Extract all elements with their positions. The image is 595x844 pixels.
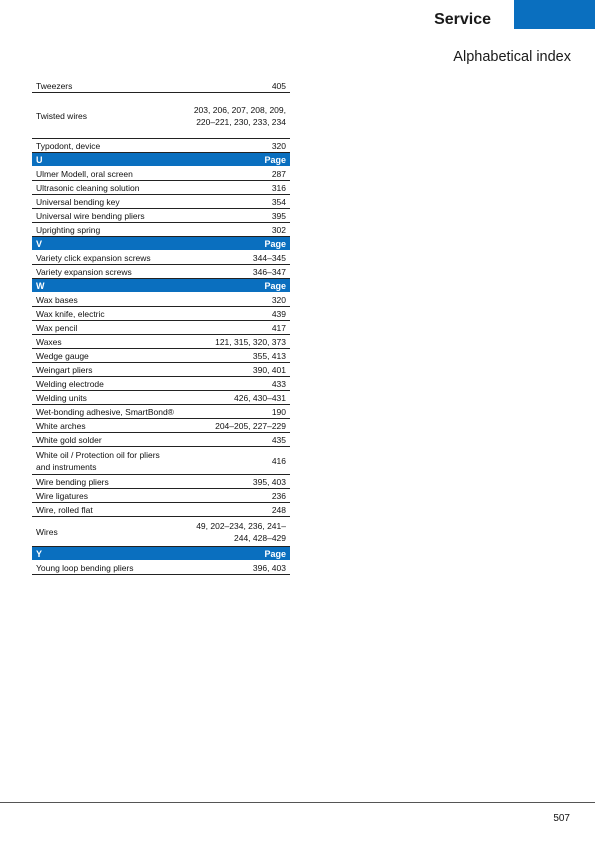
index-term: Wire ligatures <box>36 490 88 501</box>
index-pages: 49, 202–234, 236, 241–244, 428–429 <box>196 520 286 543</box>
index-pages: 395 <box>271 210 286 221</box>
letter-label: Y <box>36 548 43 559</box>
index-pages: 405 <box>271 80 286 91</box>
page-number: 507 <box>553 813 570 824</box>
index-term: Wire, rolled flat <box>36 504 93 515</box>
page-column-label: Page <box>264 280 286 291</box>
index-term: Wire bending pliers <box>36 476 109 487</box>
index-term: Twisted wires <box>36 110 88 121</box>
index-row <box>32 265 290 279</box>
index-pages: 355, 413 <box>252 350 286 361</box>
index-term: Wax knife, electric <box>36 308 105 319</box>
page-column-label: Page <box>264 154 286 165</box>
index-row <box>32 419 290 433</box>
letter-label: V <box>36 238 43 249</box>
index-row <box>32 363 290 377</box>
letter-header-w <box>32 279 290 293</box>
index-term: Waxes <box>36 336 62 347</box>
index-row <box>32 307 290 321</box>
index-row <box>32 433 290 447</box>
index-term: Welding electrode <box>36 378 104 389</box>
index-pages: 390, 401 <box>252 364 286 375</box>
index-row <box>32 391 290 405</box>
index-term: Wedge gauge <box>36 350 89 361</box>
page-subtitle: Alphabetical index <box>453 49 571 65</box>
index-row <box>32 349 290 363</box>
index-pages: 346–347 <box>252 266 286 277</box>
index-row <box>32 517 290 547</box>
index-row <box>32 223 290 237</box>
index-pages: 203, 206, 207, 208, 209, 220–221, 230, 233, 234 <box>193 104 286 127</box>
index-pages: 287 <box>271 168 286 179</box>
index-pages: 426, 430–431 <box>234 392 286 403</box>
index-row <box>32 209 290 223</box>
index-row <box>32 335 290 349</box>
index-pages: 344–345 <box>252 252 286 263</box>
index-row <box>32 79 290 93</box>
letter-header-u <box>32 153 290 167</box>
index-pages: 354 <box>271 196 286 207</box>
letter-label: U <box>36 154 43 165</box>
index-term: Typodont, device <box>36 140 101 151</box>
index-term: White oil / Protection oil for pliers and instruments <box>36 449 160 472</box>
letter-label: W <box>36 280 45 291</box>
index-row <box>32 321 290 335</box>
index-row <box>32 489 290 503</box>
index-row <box>32 251 290 265</box>
page-column-label: Page <box>264 548 286 559</box>
index-term: White gold solder <box>36 434 102 445</box>
index-row <box>32 503 290 517</box>
index-term: Universal wire bending pliers <box>36 210 145 221</box>
index-row <box>32 447 290 475</box>
index-term: Weingart pliers <box>36 364 93 375</box>
section-title: Service <box>434 11 491 28</box>
index-pages: 416 <box>271 455 286 466</box>
letter-header-v <box>32 237 290 251</box>
index-pages: 320 <box>271 294 286 305</box>
index-pages: 248 <box>271 504 286 515</box>
letter-header-y <box>32 547 290 561</box>
index-term: Wires <box>36 526 58 537</box>
page-column-label: Page <box>264 238 286 249</box>
index-pages: 435 <box>271 434 286 445</box>
index-pages: 320 <box>271 140 286 151</box>
index-row <box>32 195 290 209</box>
index-pages: 395, 403 <box>252 476 286 487</box>
section-color-tab <box>514 0 595 29</box>
index-term: Wax pencil <box>36 322 78 333</box>
index-pages: 236 <box>271 490 286 501</box>
index-row <box>32 377 290 391</box>
index-pages: 302 <box>271 224 286 235</box>
alphabetical-index-table <box>32 79 290 575</box>
index-term: Wax bases <box>36 294 78 305</box>
index-term: Wet-bonding adhesive, SmartBond® <box>36 406 174 417</box>
index-term: Universal bending key <box>36 196 120 207</box>
index-row <box>32 181 290 195</box>
index-row <box>32 93 290 139</box>
index-pages: 316 <box>271 182 286 193</box>
index-term: Young loop bending pliers <box>36 562 134 573</box>
index-row <box>32 561 290 575</box>
index-term: Welding units <box>36 392 87 403</box>
index-term: Tweezers <box>36 80 73 91</box>
index-pages: 417 <box>271 322 286 333</box>
index-row <box>32 139 290 153</box>
index-term: Uprighting spring <box>36 224 101 235</box>
footer-divider <box>0 802 595 803</box>
index-pages: 439 <box>271 308 286 319</box>
index-term: Ultrasonic cleaning solution <box>36 182 140 193</box>
index-term: White arches <box>36 420 86 431</box>
index-row <box>32 405 290 419</box>
index-pages: 396, 403 <box>252 562 286 573</box>
index-term: Variety click expansion screws <box>36 252 151 263</box>
index-row <box>32 475 290 489</box>
index-term: Ulmer Modell, oral screen <box>36 168 133 179</box>
index-row <box>32 293 290 307</box>
index-term: Variety expansion screws <box>36 266 132 277</box>
index-pages: 190 <box>271 406 286 417</box>
index-pages: 121, 315, 320, 373 <box>215 336 286 347</box>
index-pages: 204–205, 227–229 <box>215 420 286 431</box>
index-pages: 433 <box>271 378 286 389</box>
index-row <box>32 167 290 181</box>
